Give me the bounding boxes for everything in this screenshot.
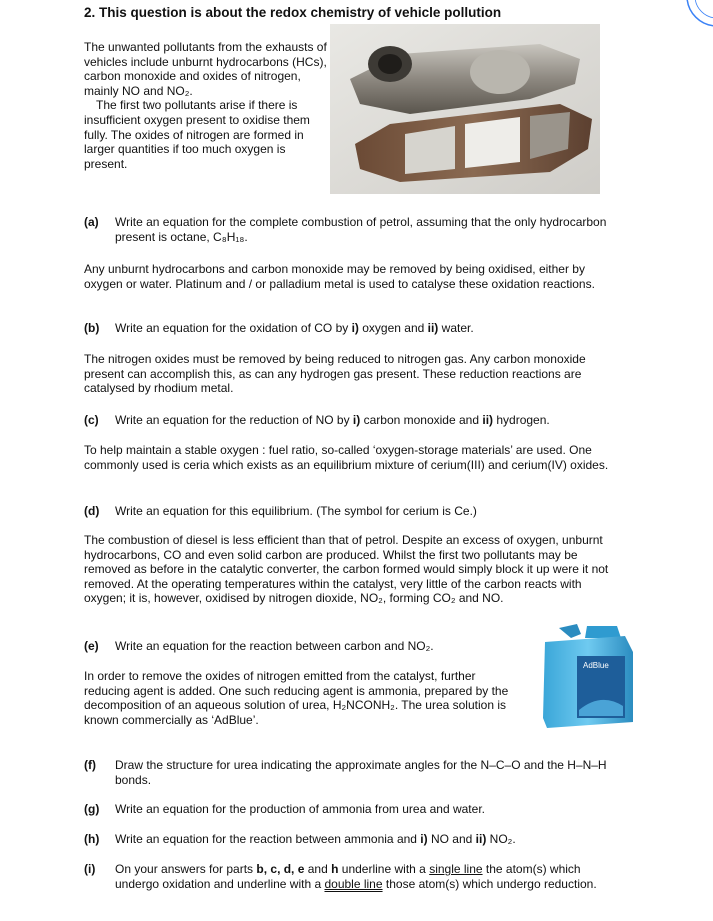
question-c: [84, 413, 624, 428]
question-e-label: (e): [84, 639, 99, 653]
question-e-text: Write an equation for the reaction between carbon and NO₂.: [115, 639, 434, 653]
paragraph-diesel: The combustion of diesel is less efficient than that of petrol. Despite an excess of oxygen, unburnt hydrocarbons, CO and even solid carbon are produced. Whilst the first two pollutants may be removed as before in the catalytic converter, the carbon formed would simply block it up were it not removed. At the operating temperatures within the catalyst, very little of the carbon reacts with oxygen; it is, however, oxidised by nitrogen dioxide, NO₂, forming CO₂ and NO.: [84, 533, 609, 606]
question-i: [84, 862, 624, 891]
intro-paragraph-2: The first two pollutants arise if there is insufficient oxygen present to oxidise them fully. The oxides of nitrogen are formed in larger quantities if too much oxygen is present.: [84, 98, 310, 171]
question-g: [84, 802, 624, 817]
paragraph-oxidation: Any unburnt hydrocarbons and carbon monoxide may be removed by being oxidised, either by oxygen or water. Platinum and / or palladium metal is used to catalyse these oxidation reactions.: [84, 262, 595, 291]
question-a-text: Write an equation for the complete combustion of petrol, assuming that the only hydrocarbon present is octane, C₈H₁₈.: [115, 215, 607, 244]
question-d-text: Write an equation for this equilibrium. (The symbol for cerium is Ce.): [115, 504, 477, 518]
paragraph-ceria: To help maintain a stable oxygen : fuel ratio, so-called ‘oxygen-storage materials’ are used. One commonly used is ceria which exists as an equilibrium mixture of cerium(III) and cerium(IV) oxides.: [84, 443, 609, 472]
intro-text: [84, 40, 329, 171]
paragraph-urea: In order to remove the oxides of nitrogen emitted from the catalyst, further reducing agent is added. One such reducing agent is ammonia, prepared by the decomposition of an aqueous solution of urea, H₂NCONH₂. The urea solution is known commercially as ‘AdBlue’.: [84, 669, 509, 727]
question-f: [84, 758, 624, 787]
question-h-text: Write an equation for the reaction between ammonia and i) NO and ii) NO₂.: [115, 832, 516, 846]
question-b: [84, 321, 624, 336]
question-d-label: (d): [84, 504, 100, 518]
question-b-label: (b): [84, 321, 100, 335]
question-i-text: On your answers for parts b, c, d, e and h underline with a single line the atom(s) which undergo oxidation and underline with a double line those atom(s) which undergo reduction.: [115, 862, 597, 891]
question-f-text: Draw the structure for urea indicating the approximate angles for the N–C–O and the H–N–H bonds.: [115, 758, 607, 787]
adblue-container-photo: [537, 622, 637, 730]
double-line-text: double line: [324, 876, 383, 891]
question-d: [84, 504, 624, 519]
question-c-text: Write an equation for the reduction of NO by i) carbon monoxide and ii) hydrogen.: [115, 413, 550, 427]
question-i-label: (i): [84, 862, 96, 876]
question-a-label: (a): [84, 215, 99, 229]
question-g-label: (g): [84, 802, 100, 816]
question-title: 2. This question is about the redox chemistry of vehicle pollution: [84, 5, 502, 20]
paragraph-reduction: The nitrogen oxides must be removed by being reduced to nitrogen gas. Any carbon monoxide present can accomplish this, as can any hydrogen gas present. These reduction reactions are catalysed by rhodium metal.: [84, 352, 586, 396]
intro-paragraph-1: The unwanted pollutants from the exhausts of vehicles include unburnt hydrocarbons (HCs), carbon monoxide and oxides of nitrogen, mainly NO and NO₂.: [84, 40, 327, 98]
question-h: [84, 832, 624, 847]
catalytic-converter-photo: [330, 24, 600, 194]
jug-label: AdBlue: [583, 661, 609, 670]
question-b-text: Write an equation for the oxidation of CO by i) oxygen and ii) water.: [115, 321, 474, 335]
question-g-text: Write an equation for the production of ammonia from urea and water.: [115, 802, 485, 816]
corner-stamp: [677, 0, 713, 28]
question-c-label: (c): [84, 413, 99, 427]
question-h-label: (h): [84, 832, 100, 846]
single-line-text: single line: [429, 862, 483, 876]
question-f-label: (f): [84, 758, 96, 772]
question-a: [84, 215, 624, 244]
